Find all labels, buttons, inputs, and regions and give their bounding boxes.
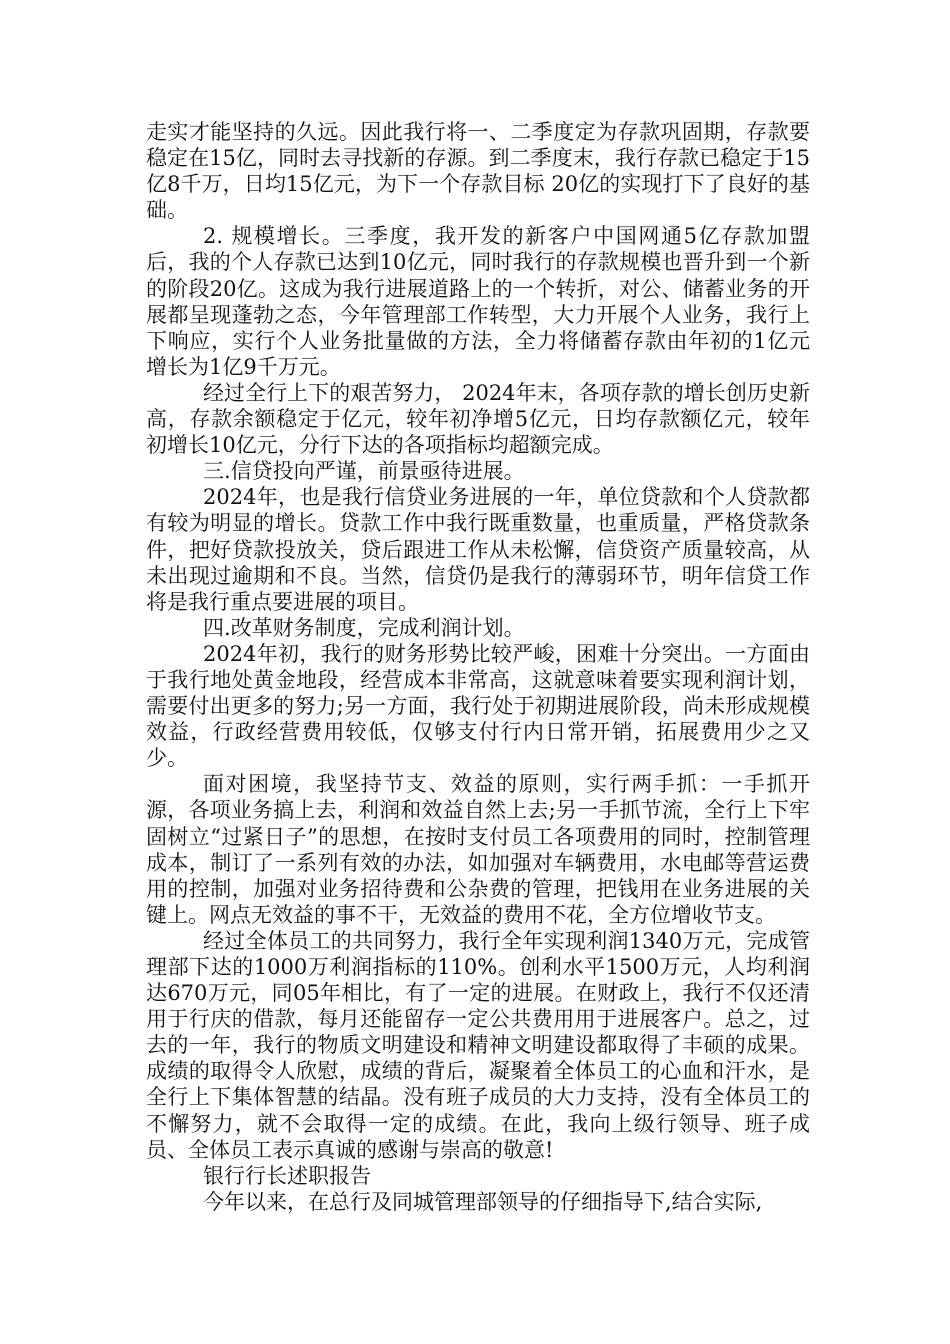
paragraph-cost-control: 面对困境，我坚持节支、效益的原则，实行两手抓：一手抓开源，各项业务搞上去，利润和效益自然上去;另一手抓节流，全行上下牢固树立“过紧日子”的思想，在按时支付员工各项费用的同时，控制管理成本，制订了一系列有效的办法，如加强对车辆费用，水电邮等营运费用的控制，加强对业务招待费和公杂费的管理，把钱用在业务进展的关键上。网点无效益的事不干，无效益的费用不花，全方位增收节支。	[146, 772, 810, 927]
paragraph-profit-results: 经过全体员工的共同努力，我行全年实现利润1340万元，完成管理部下达的1000万利润指标的110%。创利水平1500万元，人均利润达670万元，同05年相比，有了一定的进展。在财政上，我行不仅还清用于行庆的借款，每月还能留存一定公共费用用于进展客户。总之，过去的一年，我行的物质文明建设和精神文明建设都取得了丰硕的成果。成绩的取得令人欣慰，成绩的背后，凝聚着全体员工的心血和汗水，是全行上下集体智慧的结晶。没有班子成员的大力支持，没有全体员工的不懈努力，就不会取得一定的成绩。在此，我向上级行领导、班子成员、全体员工表示真诚的感谢与崇高的敬意!	[146, 928, 810, 1162]
paragraph-deposit-consolidation: 走实才能坚持的久远。因此我行将一、二季度定为存款巩固期，存款要稳定在15亿，同时去寻找新的存源。到二季度末，我行存款已稳定于15亿8千万，日均15亿元，为下一个存款目标 20亿的实现打下了良好的基础。	[146, 120, 810, 223]
document-page	[146, 119, 810, 1215]
paragraph-credit: 2024年，也是我行信贷业务进展的一年，单位贷款和个人贷款都有较为明显的增长。贷款工作中我行既重数量，也重质量，严格贷款条件，把好贷款投放关，贷后跟进工作从未松懈，信贷资产质量较高，从未出现过逾期和不良。当然，信贷仍是我行的薄弱环节，明年信贷工作将是我行重点要进展的项目。	[146, 485, 810, 614]
section-heading-finance: 四.改革财务制度，完成利润计划。	[203, 615, 525, 640]
document-title: 银行行长述职报告	[203, 1163, 371, 1188]
paragraph-finance-situation: 2024年初，我行的财务形势比较严峻，困难十分突出。一方面由于我行地处黄金地段，经营成本非常高，这就意味着要实现利润计划，需要付出更多的努力;另一方面，我行处于初期进展阶段，尚未形成规模效益，行政经营费用较低，仅够支付行内日常开销，拓展费用少之又少。	[146, 641, 810, 771]
section-heading-credit: 三.信贷投向严谨，前景亟待进展。	[203, 459, 525, 484]
paragraph-scale-growth: 2. 规模增长。三季度，我开发的新客户中国网通5亿存款加盟后，我的个人存款已达到10亿元，同时我行的存款规模也晋升到一个新的阶段20亿。这成为我行进展道路上的一个转折，对公、储蓄业务的开展都呈现蓬勃之态，今年管理部工作转型，大力开展个人业务，我行上下响应，实行个人业务批量做的方法，全力将储蓄存款由年初的1亿元增长为1亿9千万元。	[146, 224, 810, 379]
paragraph-year-end-deposits: 经过全行上下的艰苦努力， 2024年末，各项存款的增长创历史新高，存款余额稳定于亿元，较年初净增5亿元，日均存款额亿元，较年初增长10亿元，分行下达的各项指标均超额完成。	[146, 380, 810, 458]
paragraph-report-intro: 今年以来，在总行及同城管理部领导的仔细指导下,结合实际,	[203, 1189, 763, 1214]
